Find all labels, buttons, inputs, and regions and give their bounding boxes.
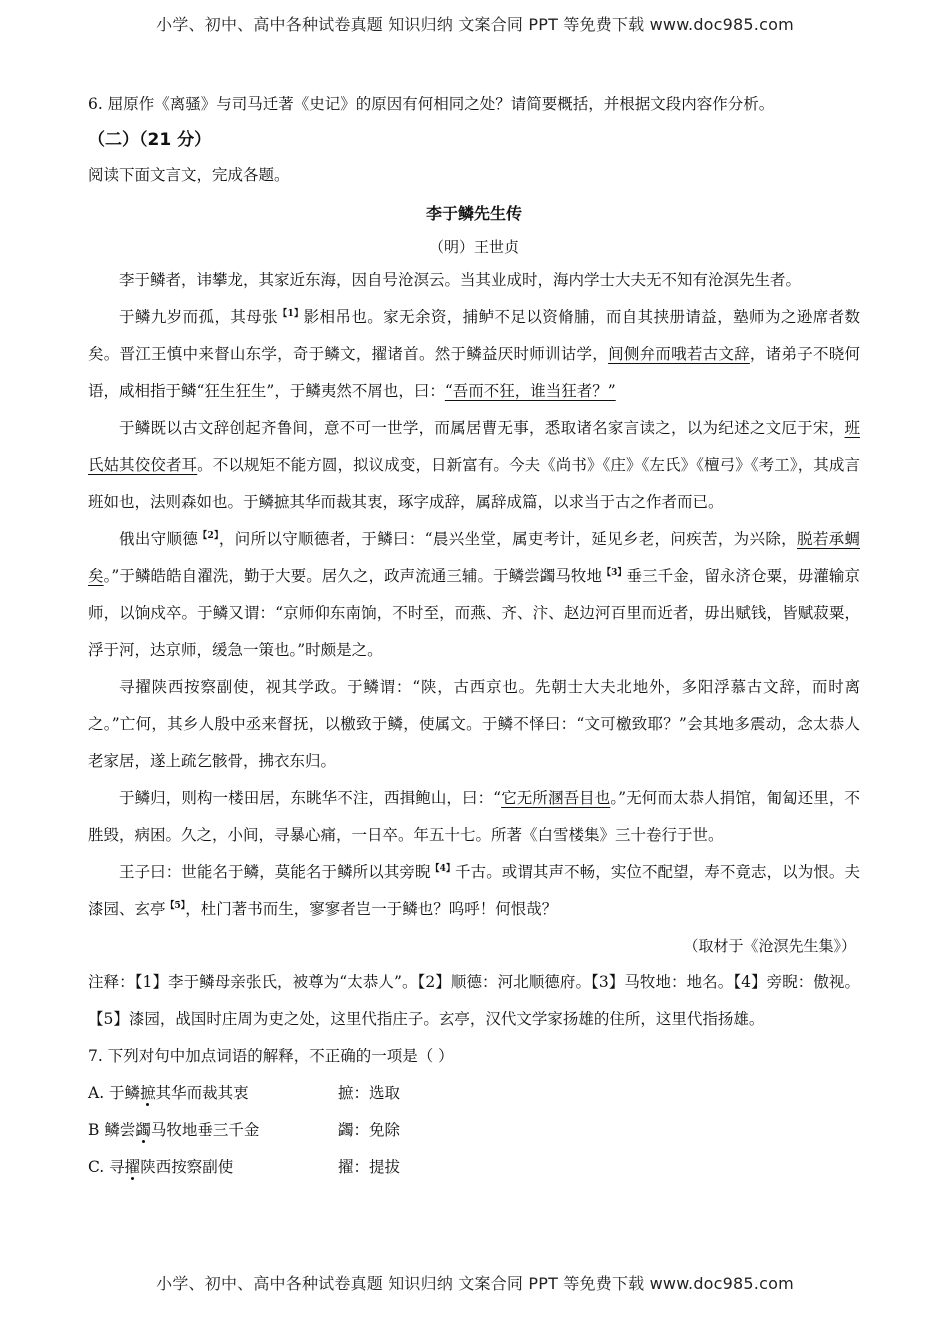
option-label: A. 于鳞 [88, 1084, 141, 1102]
underlined-sentence: 它无所溷吾目也 [501, 789, 611, 807]
passage-author: （明）王世贞 [428, 238, 519, 256]
note-ref-3: 【3】 [602, 568, 627, 578]
note-ref-5: 【5】 [165, 901, 186, 911]
passage-title: 李于鳞先生传 [425, 204, 522, 223]
paragraph-7 [88, 854, 860, 928]
paragraph-5: 寻擢陕西按察副使，视其学政。于鳞谓：“陕，古西京也。先朝士大夫北地外，多阳浮慕古文辞，而时离之。”亡何，其乡人殷中丞来督抚，以檄致于鳞，使属文。于鳞不怿曰：“文可檄致耶？”会其地多震动，念太恭人老家居，遂上疏乞骸骨，拂衣东归。 [88, 678, 860, 770]
text: 。”无何而太恭人捐馆，匍匐还里，不胜毁，病困。久之，小间，寻暴心痛，一日卒。年五十七。所著《白雪楼集》三十卷行于世。 [88, 789, 860, 844]
header-banner: 小学、初中、高中各种试卷真题 知识归纳 文案合同 PPT 等免费下载 www.doc985.com [156, 15, 794, 34]
paragraph-1: 李于鳞者，讳攀龙，其家近东海，因自号沧溟云。当其业成时，海内学士大夫无不知有沧溟先生者。 [119, 271, 802, 289]
underlined-sentence: 间侧弁而哦若古文辞 [608, 345, 750, 363]
text: ，问所以守顺德者，于鳞曰：“晨兴坐堂，属吏考计，延见乡老，问疾苦，为兴除， [218, 530, 797, 548]
paragraph-4 [88, 521, 860, 669]
text: 垂三千金，留永济仓粟，毋灌输京师，以饷戍卒。于鳞又谓：“京师仰东南饷，不时至，而燕、齐、汴、赵边河百里而近者，毋出赋钱，皆赋菽粟，浮于河，达京师，缓急一策也。”时颇是之。 [88, 567, 860, 659]
instruction: 阅读下面文言文，完成各题。 [88, 166, 290, 184]
text: 。不以规矩不能方圆，拟议成变，日新富有。今夫《尚书》《庄》《左氏》《檀弓》《考工》，其成言班如也，法则森如也。于鳞摭其华而裁其衷，琢字成辞，属辞成篇，以求当于古之作者而已。 [88, 456, 860, 511]
option-gloss: 摭：选取 [338, 1084, 401, 1102]
option-label: B 鳞尝 [88, 1121, 136, 1139]
underlined-sentence: 班氏姑其佼佼者耳 [88, 419, 860, 474]
paragraph-2 [88, 299, 860, 410]
text: ，杜门著书而生，寥寥者岂一于鳞也？呜呼！何恨哉？ [185, 900, 558, 918]
text: ，诸弟子不晓何语，咸相指于鳞“狂生狂生”，于鳞夷然不屑也，曰： [88, 345, 860, 400]
paragraph-6 [88, 780, 860, 854]
question-7: 7. 下列对句中加点词语的解释，不正确的一项是（ ） [88, 1047, 454, 1065]
question-6: 6. 屈原作《离骚》与司马迁著《史记》的原因有何相同之处？请简要概括，并根据文段内容作分析。 [88, 95, 775, 113]
note-ref-4: 【4】 [430, 864, 456, 874]
underlined-sentence: “吾而不狂，谁当狂者？” [444, 382, 616, 400]
text: 俄出守顺德 [119, 530, 199, 548]
text: 于鳞九岁而孤，其母张 [119, 308, 279, 326]
text: 王子曰：世能名于鳞，莫能名于鳞所以其旁睨 [119, 863, 431, 881]
text: 千古。或谓其声不畅，实位不配望，寿不竟志，以为恨。夫漆园、玄亭 [88, 863, 860, 918]
source-citation: （取材于《沧溟先生集》） [683, 937, 856, 955]
section-heading: （二）（21 分） [88, 130, 212, 150]
underlined-sentence: 脱若承蜩矣 [88, 530, 860, 585]
option-a [88, 1075, 860, 1112]
option-b [88, 1112, 860, 1149]
note-ref-1: 【1】 [278, 309, 304, 319]
option-c [88, 1149, 860, 1186]
option-text: 马牧地垂三千金 [150, 1121, 260, 1139]
dotted-word: 擢 [124, 1158, 141, 1176]
footer-banner: 小学、初中、高中各种试卷真题 知识归纳 文案合同 PPT 等免费下载 www.doc985.com [156, 1274, 794, 1293]
option-gloss: 蠲：免除 [338, 1121, 401, 1139]
document-body [88, 86, 860, 1186]
text: 于鳞归，则构一楼田居，东眺华不注，西揖鲍山，曰：“ [119, 789, 502, 807]
text: 影相吊也。家无余资，捕鲈不足以资脩脯，而自其挟册请益，塾师为之逊席者数矣。晋江王慎中来督山东学，奇于鳞文，擢诸首。然于鳞益厌时师训诂学， [88, 308, 860, 363]
dotted-word: 蠲 [135, 1121, 151, 1139]
text: 于鳞既以古文辞创起齐鲁间，意不可一世学，而属居曹无事，悉取诸名家言读之，以为纪述之文厄于宋， [119, 419, 845, 437]
option-gloss: 擢：提拔 [338, 1158, 401, 1176]
option-text: 其华而裁其衷 [155, 1084, 249, 1102]
paragraph-3 [88, 410, 860, 521]
annotations: 注释：【1】李于鳞母亲张氏，被尊为“太恭人”。【2】顺德：河北顺德府。【3】马牧地：地名。【4】旁睨：傲视。【5】漆园，战国时庄周为吏之处，这里代指庄子。玄亭，汉代文学家扬雄的住所，这里代指扬雄。 [88, 973, 860, 1028]
text: 。”于鳞皓皓自濯洗，勤于大要。居久之，政声流通三辅。于鳞尝蠲马牧地 [103, 567, 603, 585]
dotted-word: 摭 [140, 1084, 156, 1102]
option-text: 陕西按察副使 [140, 1158, 234, 1176]
option-label: C. 寻 [88, 1158, 125, 1176]
note-ref-2: 【2】 [198, 531, 219, 541]
